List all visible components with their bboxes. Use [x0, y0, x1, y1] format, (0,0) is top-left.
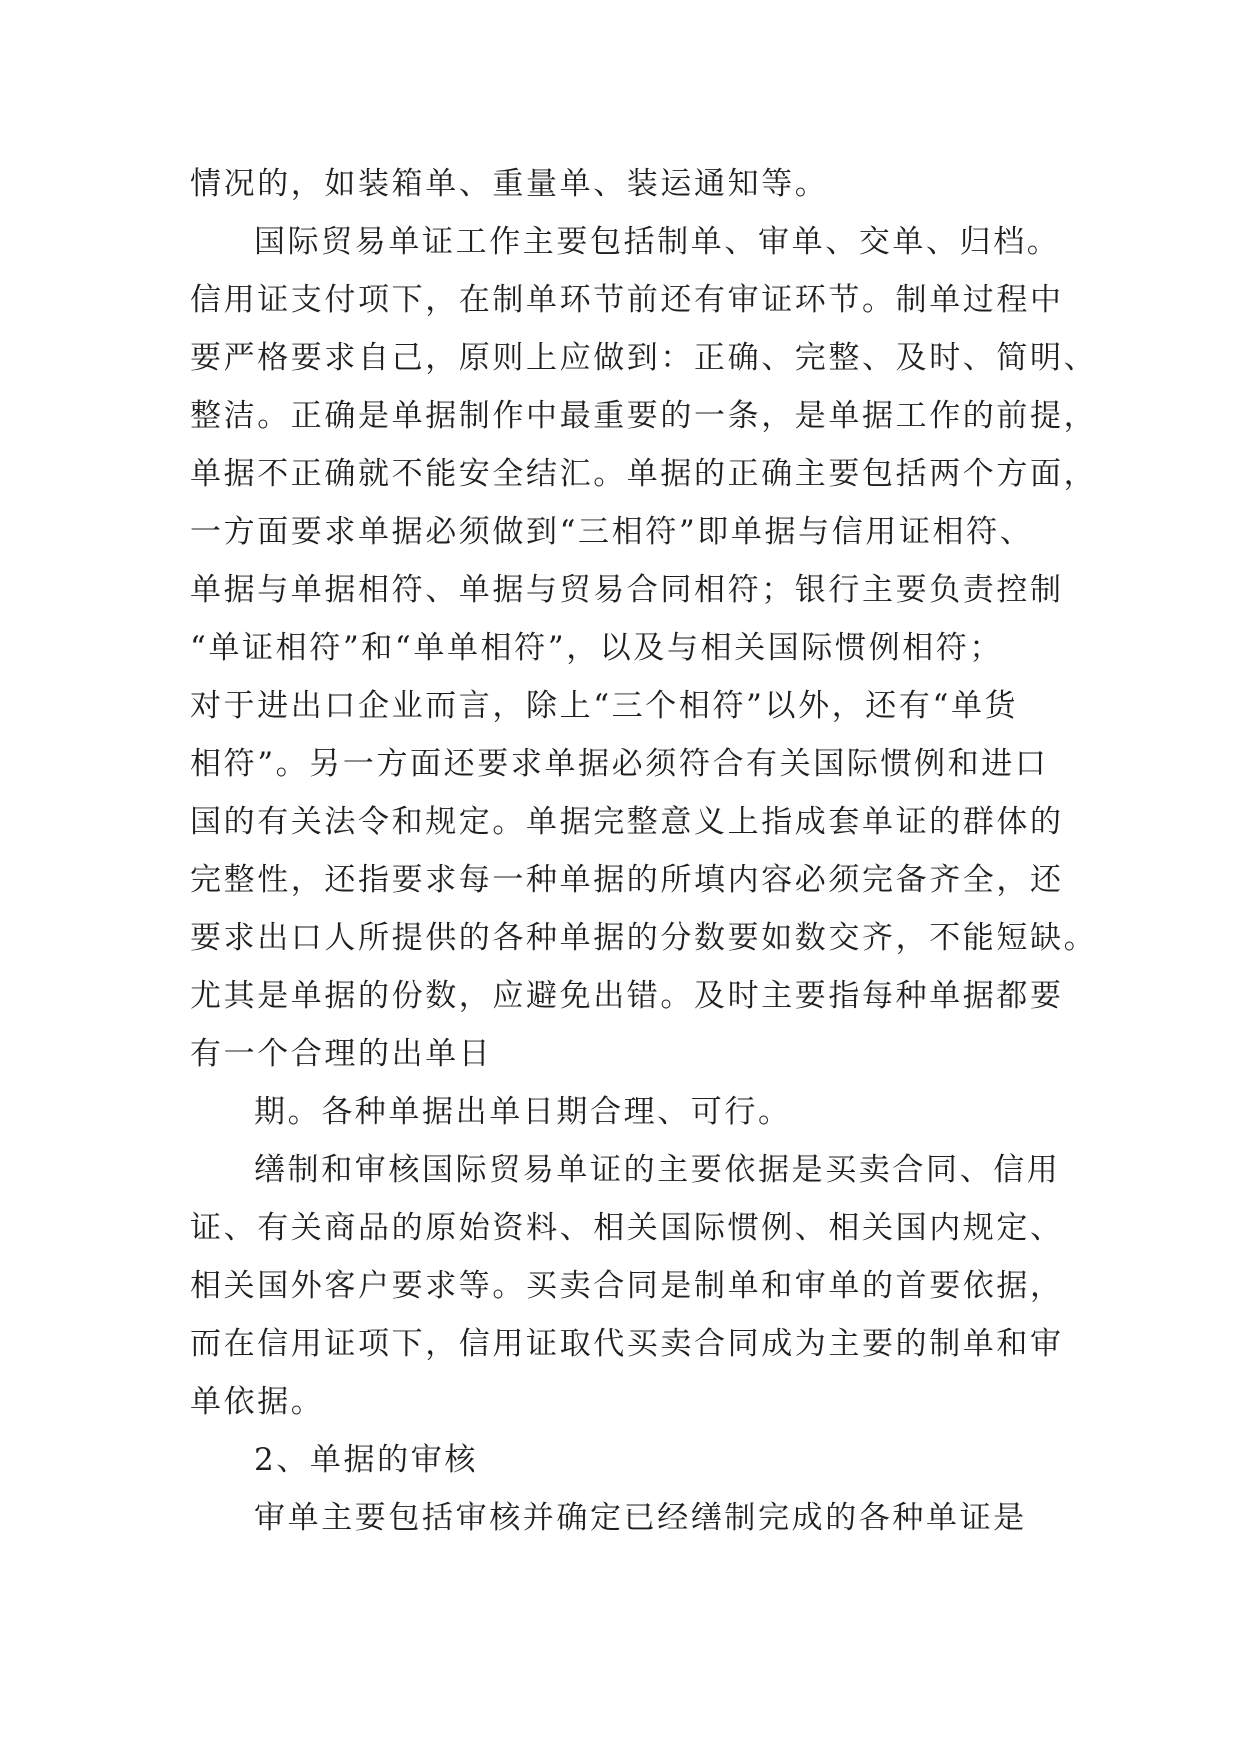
text-line: 国的有关法令和规定。单据完整意义上指成套单证的群体的	[190, 804, 1064, 840]
text-line: 要求出口人所提供的各种单据的分数要如数交齐，不能短缺。	[190, 920, 1098, 956]
text-line: 信用证支付项下，在制单环节前还有审证环节。制单过程中	[190, 282, 1064, 318]
text-line: 一方面要求单据必须做到“三相符”即单据与信用证相符、	[190, 514, 1034, 550]
paragraph-first-line: 期。各种单据出单日期合理、可行。	[254, 1094, 792, 1130]
text-line: 完整性，还指要求每一种单据的所填内容必须完备齐全，还	[190, 862, 1064, 898]
text-line: 单据不正确就不能安全结汇。单据的正确主要包括两个方面，	[190, 456, 1098, 492]
text-line: 情况的，如装箱单、重量单、装运通知等。	[190, 166, 829, 202]
text-line: 相符”。另一方面还要求单据必须符合有关国际惯例和进口	[190, 746, 1049, 782]
text-line: 相关国外客户要求等。买卖合同是制单和审单的首要依据，	[190, 1268, 1064, 1304]
text-line: 单据与单据相符、单据与贸易合同相符；银行主要负责控制	[190, 572, 1064, 608]
text-line: 单依据。	[190, 1384, 325, 1420]
body-text	[190, 155, 1098, 1547]
paragraph-first-line: 缮制和审核国际贸易单证的主要依据是买卖合同、信用	[254, 1152, 1061, 1188]
text-line: “单证相符”和“单单相符”，以及与相关国际惯例相符；	[190, 630, 1003, 666]
text-line: 尤其是单据的份数，应避免出错。及时主要指每种单据都要	[190, 978, 1064, 1014]
paragraph-first-line: 国际贸易单证工作主要包括制单、审单、交单、归档。	[254, 224, 1061, 260]
section-heading: 2、单据的审核	[254, 1442, 478, 1478]
text-line: 要严格要求自己，原则上应做到：正确、完整、及时、简明、	[190, 340, 1098, 376]
text-line: 证、有关商品的原始资料、相关国际惯例、相关国内规定、	[190, 1210, 1064, 1246]
text-line: 对于进出口企业而言，除上“三个相符”以外，还有“单货	[190, 688, 1019, 724]
text-line: 整洁。正确是单据制作中最重要的一条，是单据工作的前提，	[190, 398, 1098, 434]
text-line: 而在信用证项下，信用证取代买卖合同成为主要的制单和审	[190, 1326, 1064, 1362]
paragraph-first-line: 审单主要包括审核并确定已经缮制完成的各种单证是	[254, 1500, 1027, 1536]
text-line: 有一个合理的出单日	[190, 1036, 493, 1072]
